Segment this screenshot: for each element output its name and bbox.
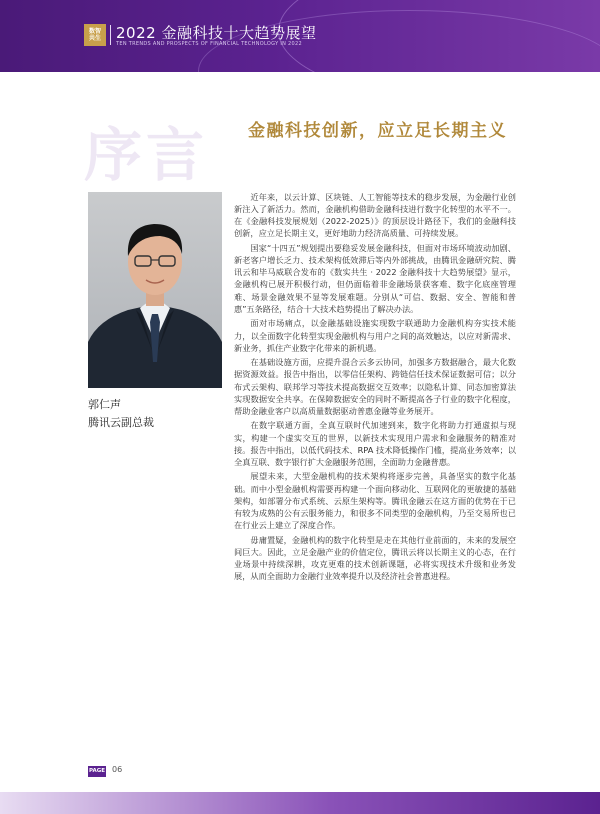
author-position: 腾讯云副总裁 [88, 416, 154, 429]
body-paragraph: 面对市场痛点，以金融基础设施实现数字联通助力金融机构夯实技术能力，以全面数字化转型实现金融机构与用户之间的高效触达，以应对新需求、新业务，抓住产业数字化带来的新机遇。 [234, 318, 516, 353]
logo-line: 共生 [88, 35, 101, 42]
article-body [234, 191, 516, 585]
article-title: 金融科技创新，应立足长期主义 [248, 121, 507, 141]
section-heading-decor: 序言 [84, 121, 209, 189]
footer-band [0, 792, 600, 814]
header-divider [110, 25, 111, 45]
body-paragraph: 展望未来，大型金融机构的技术架构将逐步完善，具备坚实的数字化基础。而中小型金融机构需要再构建一个面向移动化、互联网化的更敏捷的基础架构，如部署分布式系统、云原生架构等。腾讯金融云在这方面的优势在于已有较为成熟的公有云服务能力，和很多不同类型的金融机构，乃至交易所也已在行业云上建立了深度合作。 [234, 471, 516, 531]
page-badge: PAGE [88, 766, 106, 777]
report-subtitle: TEN TRENDS AND PROSPECTS OF FINANCIAL TECHNOLOGY IN 2022 [116, 41, 302, 47]
body-paragraph: 国家“十四五”规划提出要稳妥发展金融科技，但面对市场环境波动加剧、新老客户增长乏力、技术架构低效滞后等内外部挑战，由腾讯金融研究院、腾讯云和毕马威联合发布的《数实共生 · 2022 金融科技十大趋势展望》显示，金融机构已展开积极行动，但仍面临着非金融场景获客难、数字化底座管理难、场景金融效果不显等发展难题。分别从“可信、数据、安全、智能和普惠”五条路径，结合十大技术趋势提出了解决办法。 [234, 243, 516, 314]
page-header [0, 0, 600, 72]
logo-line: 数智 [88, 28, 101, 35]
body-paragraph: 毋庸置疑，金融机构的数字化转型是走在其他行业前面的，未来的发展空间巨大。因此，立足金融产业的价值定位，腾讯云将以长期主义的心态，在行业场景中持续深耕，攻克更难的技术创新课题，必将实现技术升级和业务发展，从而全面助力金融行业效率提升以及经济社会普惠进程。 [234, 534, 516, 582]
report-logo [84, 24, 106, 46]
body-paragraph: 在数字联通方面，全真互联时代加速到来，数字化将助力打通虚拟与现实，构建一个虚实交互的世界，以新技术实现用户需求和金融服务的精准对接。报告中指出，以低代码技术、RPA 技术降低操作门槛，提高业务效率；以全真互联、数字银行扩大金融服务范围，全面助力金融普惠。 [234, 420, 516, 467]
body-paragraph: 在基础设施方面，应提升混合云多云协同，加强多方数据融合，最大化数据资源效益。报告中指出，以零信任架构、跨链信任技术保证数据可信；以分布式云架构、联邦学习等技术提高数据交互效率；以隐私计算、同态加密算法实现数据安全共享。在保障数据安全的同时不断提高各子行业的数字化程度，帮助金融业客户以高质量数据驱动普惠金融等业务展开。 [234, 357, 516, 416]
portrait-illustration [88, 192, 222, 388]
body-paragraph: 近年来，以云计算、区块链、人工智能等技术的稳步发展，为金融行业创新注入了新活力。然而，金融机构借助金融科技进行数字化转型的水平不一。在《金融科技发展规划（2022-2025）》的顶层设计路径下，我们的金融科技创新，应立足长期主义，更好地助力经济高质量、可持续发展。 [234, 192, 516, 239]
author-name: 郭仁声 [88, 398, 121, 411]
report-title: 2022 金融科技十大趋势展望 [116, 24, 317, 42]
page-number: 06 [112, 765, 123, 774]
author-photo [88, 192, 222, 388]
